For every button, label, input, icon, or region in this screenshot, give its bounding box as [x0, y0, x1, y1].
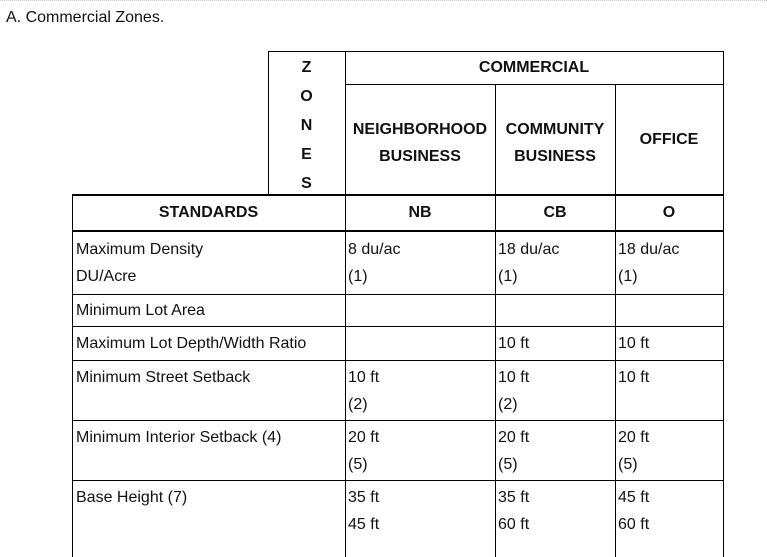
column-header-line: NEIGHBORHOOD	[352, 121, 488, 138]
table-cell-nb	[348, 424, 379, 478]
row-label-line: Maximum Density	[76, 241, 204, 258]
cell-line: (2)	[498, 396, 518, 413]
zones-letter: E	[301, 146, 312, 163]
top-border	[0, 0, 767, 1]
table-rule	[72, 480, 724, 481]
table-cell-o	[618, 236, 679, 290]
table-rule	[72, 194, 73, 557]
zones-header	[268, 53, 345, 198]
cell-line: (1)	[498, 268, 518, 285]
column-header-nb	[345, 116, 495, 170]
column-header-line: BUSINESS	[514, 148, 596, 165]
column-header-line: BUSINESS	[379, 148, 461, 165]
row-label-line: DU/Acre	[76, 268, 137, 285]
row-label: Base Height (7)	[76, 489, 188, 506]
table-rule	[72, 230, 724, 232]
cell-line: 35 ft	[498, 489, 530, 506]
table-rule	[723, 51, 724, 557]
table-cell-o	[618, 484, 649, 538]
table-rule	[268, 51, 269, 195]
cell-line: (5)	[498, 456, 518, 473]
table-cell-o: 10 ft	[618, 335, 650, 352]
table-cell-nb	[348, 484, 379, 538]
column-header-cb	[495, 116, 615, 170]
table-cell-nb	[348, 236, 400, 290]
cell-line: (2)	[348, 396, 368, 413]
row-label: Maximum Lot Depth/Width Ratio	[76, 335, 307, 352]
table-rule	[345, 51, 346, 557]
cell-line: 18 du/ac	[498, 241, 560, 258]
cell-line: 60 ft	[618, 516, 650, 533]
column-header-o: OFFICE	[639, 131, 699, 148]
cell-line: 10 ft	[348, 369, 380, 386]
standards-header: STANDARDS	[158, 204, 259, 221]
zones-letter: Z	[301, 59, 312, 76]
table-cell-cb	[498, 364, 529, 418]
row-label: Minimum Lot Area	[76, 302, 205, 319]
table-rule	[72, 420, 724, 421]
section-heading: A. Commercial Zones.	[6, 9, 165, 26]
table-cell-o: 10 ft	[618, 369, 650, 386]
cell-line: (1)	[618, 268, 638, 285]
cell-line: (5)	[348, 456, 368, 473]
table-rule	[72, 360, 724, 361]
table-rule	[72, 326, 724, 327]
code-header-o: O	[662, 204, 676, 221]
table-cell-o	[618, 424, 649, 478]
zones-letter: N	[300, 117, 313, 134]
code-header-nb: NB	[408, 204, 432, 221]
cell-line: 18 du/ac	[618, 241, 680, 258]
table-cell-cb	[498, 424, 529, 478]
cell-line: 45 ft	[618, 489, 650, 506]
zones-letter: O	[300, 88, 313, 105]
table-rule	[72, 294, 724, 295]
cell-line: 10 ft	[498, 369, 530, 386]
table-rule	[345, 84, 724, 85]
zones-letter: S	[301, 175, 312, 192]
cell-line: 20 ft	[498, 429, 530, 446]
cell-line: 20 ft	[348, 429, 380, 446]
row-label: Minimum Street Setback	[76, 369, 251, 386]
row-label	[76, 236, 203, 290]
table-rule	[615, 84, 616, 557]
row-label: Minimum Interior Setback (4)	[76, 429, 282, 446]
cell-line: 8 du/ac	[348, 241, 401, 258]
table-cell-cb: 10 ft	[498, 335, 530, 352]
table-rule	[72, 194, 724, 196]
commercial-group-header: COMMERCIAL	[478, 59, 590, 76]
cell-line: 60 ft	[498, 516, 530, 533]
cell-line: 45 ft	[348, 516, 380, 533]
table-rule	[268, 51, 724, 52]
table-rule	[495, 84, 496, 557]
cell-line: 20 ft	[618, 429, 650, 446]
table-cell-nb	[348, 364, 379, 418]
cell-line: 35 ft	[348, 489, 380, 506]
cell-line: (5)	[618, 456, 638, 473]
column-header-line: COMMUNITY	[505, 121, 605, 138]
code-header-cb: CB	[543, 204, 567, 221]
table-cell-cb	[498, 484, 529, 538]
table-cell-cb	[498, 236, 559, 290]
cell-line: (1)	[348, 268, 368, 285]
